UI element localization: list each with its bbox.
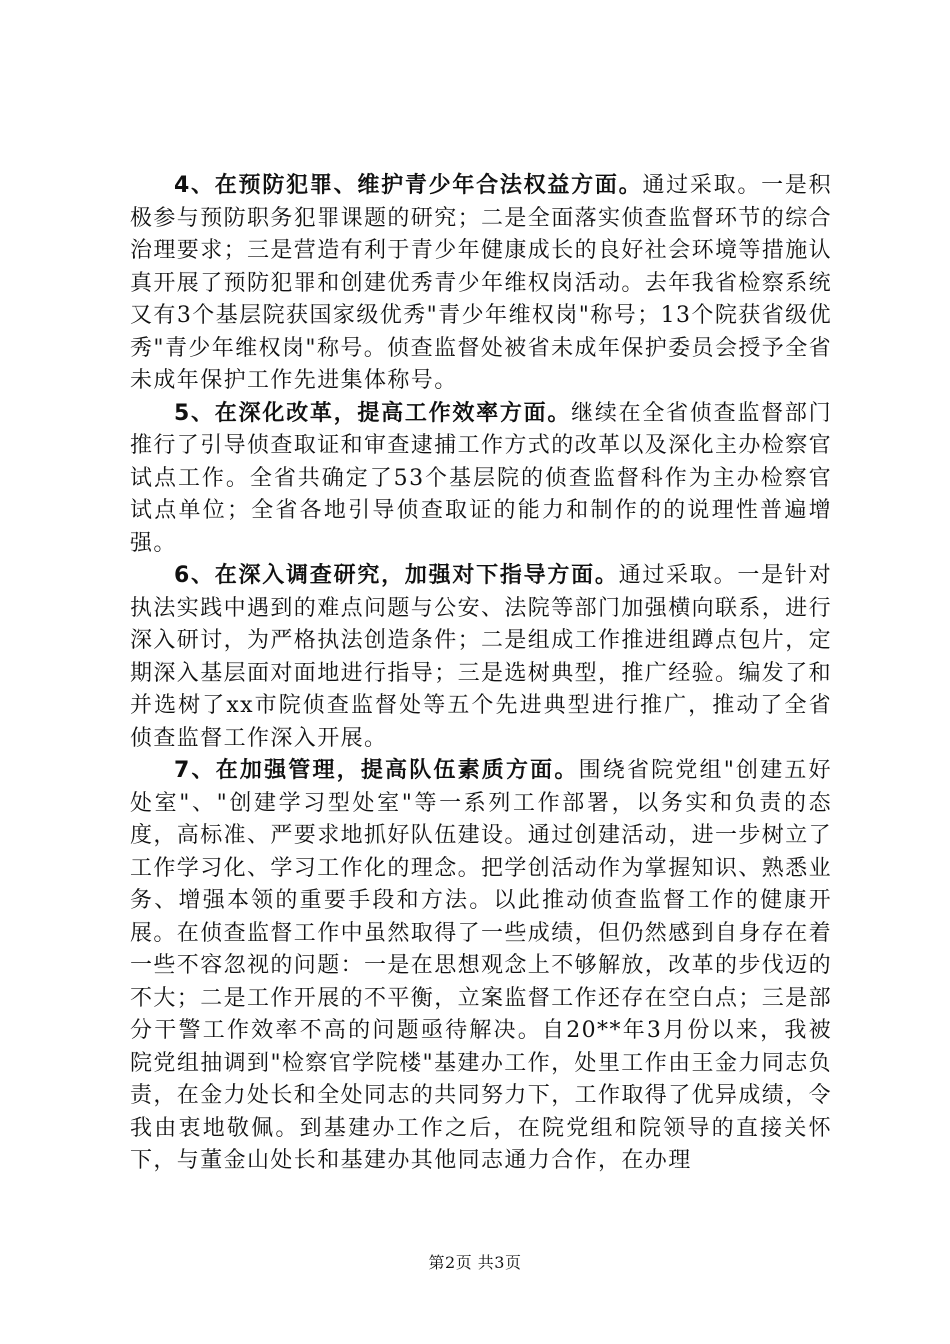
paragraph-heading: 5、在深化改革，提高工作效率方面。 bbox=[174, 400, 572, 426]
paragraph-heading: 6、在深入调查研究，加强对下指导方面。 bbox=[174, 563, 619, 588]
paragraph-5 bbox=[130, 398, 832, 561]
page-number-footer: 第2页 共3页 bbox=[428, 1253, 522, 1272]
paragraph-text: 围绕省院党组"创建五好处室"、"创建学习型处室"等一系列工作部署，以务实和负责的态度，高标准、严要求地抓好队伍建设。通过创建活动，进一步树立了工作学习化、学习工作化的理念。把学创活动作为掌握知识、熟悉业务、增强本领的重要手段和方法。以此推动侦查监督工作的健康开展。在侦查监督工作中虽然取得了一些成绩，但仍然感到自身存在着一些不容忽视的问题：一是在思想观念上不够解放，改革的步伐迈的不大；二是工作开展的不平衡，立案监督工作还存在空白点；三是部分干警工作效率不高的问题亟待解决。自20**年3月份以来，我被院党组抽调到"检察官学院楼"基建办工作，处里工作由王金力同志负责，在金力处长和全处同志的共同努力下，工作取得了优异成绩，令我由衷地敬佩。到基建办工作之后，在院党组和院领导的直接关怀下，与董金山处长和基建办其他同志通力合作，在办理 bbox=[130, 758, 833, 1173]
document-body bbox=[130, 170, 832, 1178]
paragraph-heading: 7、在加强管理，提高队伍素质方面。 bbox=[174, 758, 579, 783]
paragraph-text: 通过采取。一是积极参与预防职务犯罪课题的研究；二是全面落实侦查监督环节的综合治理要求；三是营造有利于青少年健康成长的良好社会环境等措施认真开展了预防犯罪和创建优秀青少年维权岗活动。去年我省检察系统又有3个基层院获国家级优秀"青少年维权岗"称号；13个院获省级优秀"青少年维权岗"称号。侦查监督处被省未成年保护委员会授予全省未成年保护工作先进集体称号。 bbox=[130, 173, 833, 393]
paragraph-4 bbox=[130, 170, 832, 398]
paragraph-7 bbox=[130, 755, 832, 1178]
paragraph-6 bbox=[130, 560, 832, 755]
paragraph-text: 通过采取。一是针对执法实践中遇到的难点问题与公安、法院等部门加强横向联系，进行深入研讨，为严格执法创造条件；二是组成工作推进组蹲点包片，定期深入基层面对面地进行指导；三是选树典型，推广经验。编发了和并选树了xx市院侦查监督处等五个先进典型进行推广，推动了全省侦查监督工作深入开展。 bbox=[130, 563, 833, 751]
paragraph-heading: 4、在预防犯罪、维护青少年合法权益方面。 bbox=[174, 173, 643, 198]
paragraph-text: 继续在全省侦查监督部门推行了引导侦查取证和审查逮捕工作方式的改革以及深化主办检察官试点工作。全省共确定了53个基层院的侦查监督科作为主办检察官试点单位；全省各地引导侦查取证的能力和制作的的说理性普遍增强。 bbox=[130, 400, 833, 556]
